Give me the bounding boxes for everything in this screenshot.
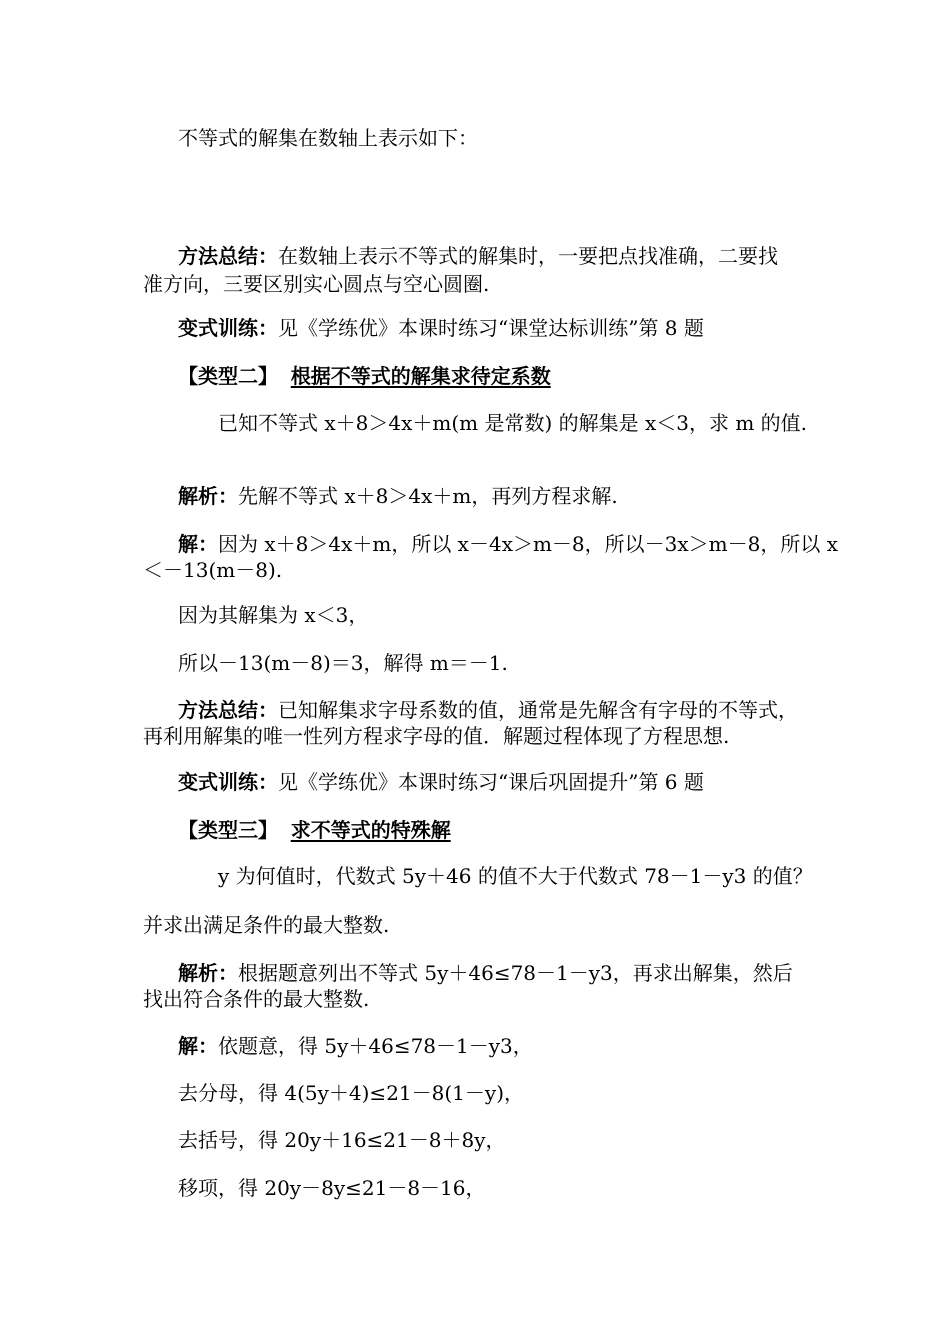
- method-summary-text: 在数轴上表示不等式的解集时，一要把点找准确，二要找: [278, 244, 778, 268]
- solution-2-cont: ＜－13(m－8).: [143, 558, 283, 582]
- solution-text: 依题意，得 5y＋46≤78－1－y3，: [218, 1034, 533, 1058]
- problem-statement-3-cont: 并求出满足条件的最大整数.: [143, 913, 390, 937]
- variant-training-2: [0, 770, 950, 794]
- problem-statement-2: 已知不等式 x＋8＞4x＋m(m 是常数) 的解集是 x＜3，求 m 的值.: [218, 411, 808, 435]
- analysis-3: [0, 961, 950, 985]
- method-summary-label: 方法总结：: [178, 244, 278, 268]
- paragraph-intro: 不等式的解集在数轴上表示如下：: [178, 126, 478, 150]
- type-tag: 【类型三】: [178, 818, 278, 842]
- problem-statement-3: y 为何值时，代数式 5y＋46 的值不大于代数式 78－1－y3 的值？: [218, 864, 813, 888]
- method-summary-2: [0, 698, 950, 722]
- solution-3-step-2: 去括号，得 20y＋16≤21－8＋8y，: [178, 1128, 506, 1152]
- solution-text: 因为 x＋8＞4x＋m，所以 x－4x＞m－8，所以－3x＞m－8，所以 x: [218, 532, 838, 556]
- analysis-2: [0, 484, 950, 508]
- type-title: 根据不等式的解集求待定系数: [290, 364, 551, 388]
- method-summary-1: [0, 244, 950, 268]
- solution-2-result: 所以－13(m－8)＝3，解得 m＝－1.: [178, 651, 508, 675]
- section-heading-type-2: [0, 364, 950, 388]
- solution-3: [0, 1034, 950, 1058]
- variant-training-1: [0, 316, 950, 340]
- method-summary-1-cont: 准方向，三要区别实心圆点与空心圆圈.: [143, 272, 490, 296]
- solution-2: [0, 532, 950, 556]
- analysis-label: 解析：: [178, 484, 238, 508]
- solution-label: 解：: [178, 1034, 218, 1058]
- solution-3-step-1: 去分母，得 4(5y＋4)≤21－8(1－y)，: [178, 1081, 524, 1105]
- analysis-3-cont: 找出符合条件的最大整数.: [143, 987, 370, 1011]
- variant-training-text: 见《学练优》本课时练习“课堂达标训练”第 8 题: [278, 316, 704, 340]
- type-title: 求不等式的特殊解: [290, 818, 451, 842]
- method-summary-2-cont: 再利用解集的唯一性列方程求字母的值．解题过程体现了方程思想.: [143, 724, 730, 748]
- method-summary-label: 方法总结：: [178, 698, 278, 722]
- analysis-text: 先解不等式 x＋8＞4x＋m，再列方程求解.: [238, 484, 618, 508]
- variant-training-text: 见《学练优》本课时练习“课后巩固提升”第 6 题: [278, 770, 704, 794]
- solution-label: 解：: [178, 532, 218, 556]
- section-heading-type-3: [0, 818, 950, 842]
- analysis-text: 根据题意列出不等式 5y＋46≤78－1－y3，再求出解集，然后: [238, 961, 793, 985]
- analysis-label: 解析：: [178, 961, 238, 985]
- solution-3-step-3: 移项，得 20y－8y≤21－8－16，: [178, 1176, 486, 1200]
- variant-training-label: 变式训练：: [178, 770, 278, 794]
- solution-2-step: 因为其解集为 x＜3，: [178, 603, 369, 627]
- variant-training-label: 变式训练：: [178, 316, 278, 340]
- method-summary-text: 已知解集求字母系数的值，通常是先解含有字母的不等式，: [278, 698, 798, 722]
- type-tag: 【类型二】: [178, 364, 278, 388]
